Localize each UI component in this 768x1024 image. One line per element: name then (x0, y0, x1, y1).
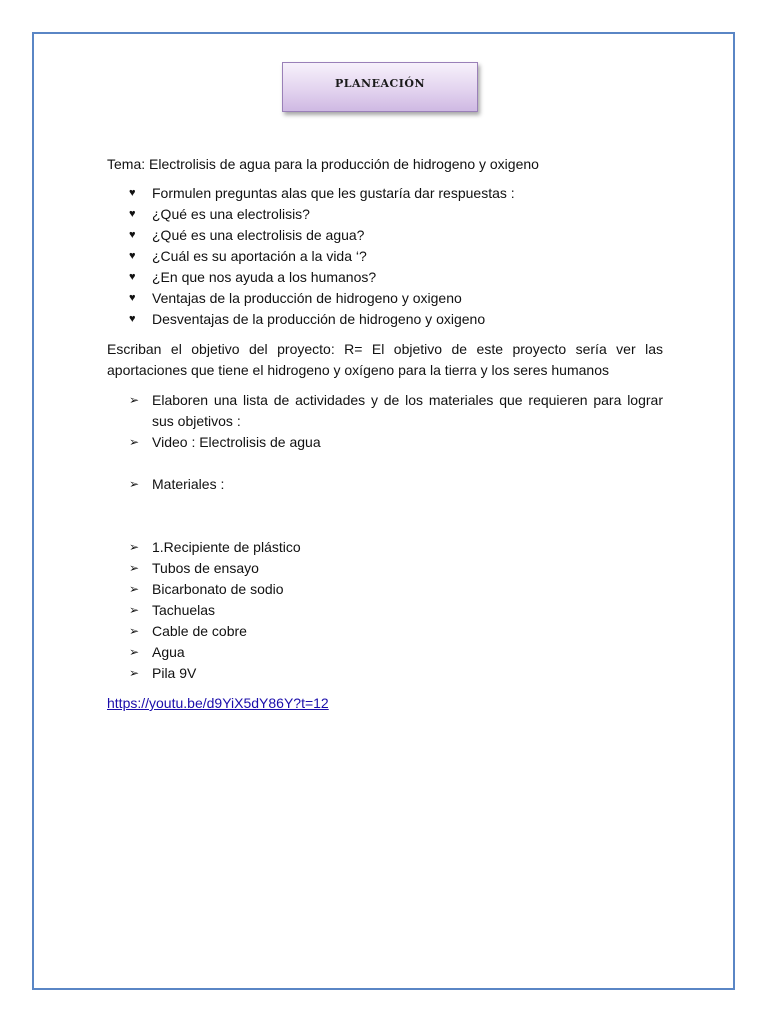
arrow-bullet-icon: ➢ (129, 624, 140, 638)
heart-bullet-icon: ♥ (129, 229, 136, 241)
list-item: ➢ Materiales : (107, 474, 663, 495)
list-item: ♥ ¿Cuál es su aportación a la vida ‘? (107, 246, 663, 267)
list-item: ♥ ¿En que nos ayuda a los humanos? (107, 267, 663, 288)
materials-heading-list (107, 474, 663, 495)
arrow-bullet-icon: ➢ (129, 666, 140, 680)
tasks-list (107, 390, 663, 453)
list-item: ➢ Tubos de ensayo (107, 558, 663, 579)
list-item: ♥ ¿Qué es una electrolisis? (107, 204, 663, 225)
arrow-bullet-icon: ➢ (129, 435, 140, 449)
document-body (107, 154, 663, 714)
page-title: PLANEACIÓN (334, 76, 426, 90)
arrow-bullet-icon: ➢ (129, 393, 140, 407)
heart-bullet-icon: ♥ (129, 271, 136, 283)
topic-line: Tema: Electrolisis de agua para la producción de hidrogeno y oxigeno (107, 156, 539, 172)
heart-bullet-icon: ♥ (129, 250, 136, 262)
list-item: ➢ Agua (107, 642, 663, 663)
list-item: ➢ Cable de cobre (107, 621, 663, 642)
list-item: ♥ Formulen preguntas alas que les gustaría dar respuestas : (107, 183, 663, 204)
list-item: ♥ Desventajas de la producción de hidrogeno y oxigeno (107, 309, 663, 330)
list-item: ➢ Elaboren una lista de actividades y de los materiales que requieren para lograr sus objetivos : (129, 392, 663, 429)
heart-bullet-icon: ♥ (129, 313, 136, 325)
video-link[interactable]: https://youtu.be/d9YiX5dY86Y?t=12 (107, 695, 329, 711)
list-item: ➢ Bicarbonato de sodio (107, 579, 663, 600)
arrow-bullet-icon: ➢ (129, 645, 140, 659)
list-item: ➢ Pila 9V (107, 663, 663, 684)
arrow-bullet-icon: ➢ (129, 477, 140, 491)
list-item: ♥ ¿Qué es una electrolisis de agua? (107, 225, 663, 246)
heart-bullet-icon: ♥ (129, 292, 136, 304)
arrow-bullet-icon: ➢ (129, 561, 140, 575)
list-item: ♥ Ventajas de la producción de hidrogeno y oxigeno (107, 288, 663, 309)
heart-bullet-icon: ♥ (129, 187, 136, 199)
list-item: ➢ Tachuelas (107, 600, 663, 621)
arrow-bullet-icon: ➢ (129, 582, 140, 596)
questions-list (107, 183, 663, 330)
arrow-bullet-icon: ➢ (129, 540, 140, 554)
list-item: ➢ Video : Electrolisis de agua (107, 432, 663, 453)
heart-bullet-icon: ♥ (129, 208, 136, 220)
objective-paragraph: Escriban el objetivo del proyecto: R= El objetivo de este proyecto sería ver las aportaciones que tiene el hidrogeno y oxígeno para la tierra y los seres humanos (107, 341, 663, 378)
list-item: ➢ 1.Recipiente de plástico (107, 537, 663, 558)
title-box (282, 62, 478, 112)
arrow-bullet-icon: ➢ (129, 603, 140, 617)
materials-list (107, 537, 663, 684)
